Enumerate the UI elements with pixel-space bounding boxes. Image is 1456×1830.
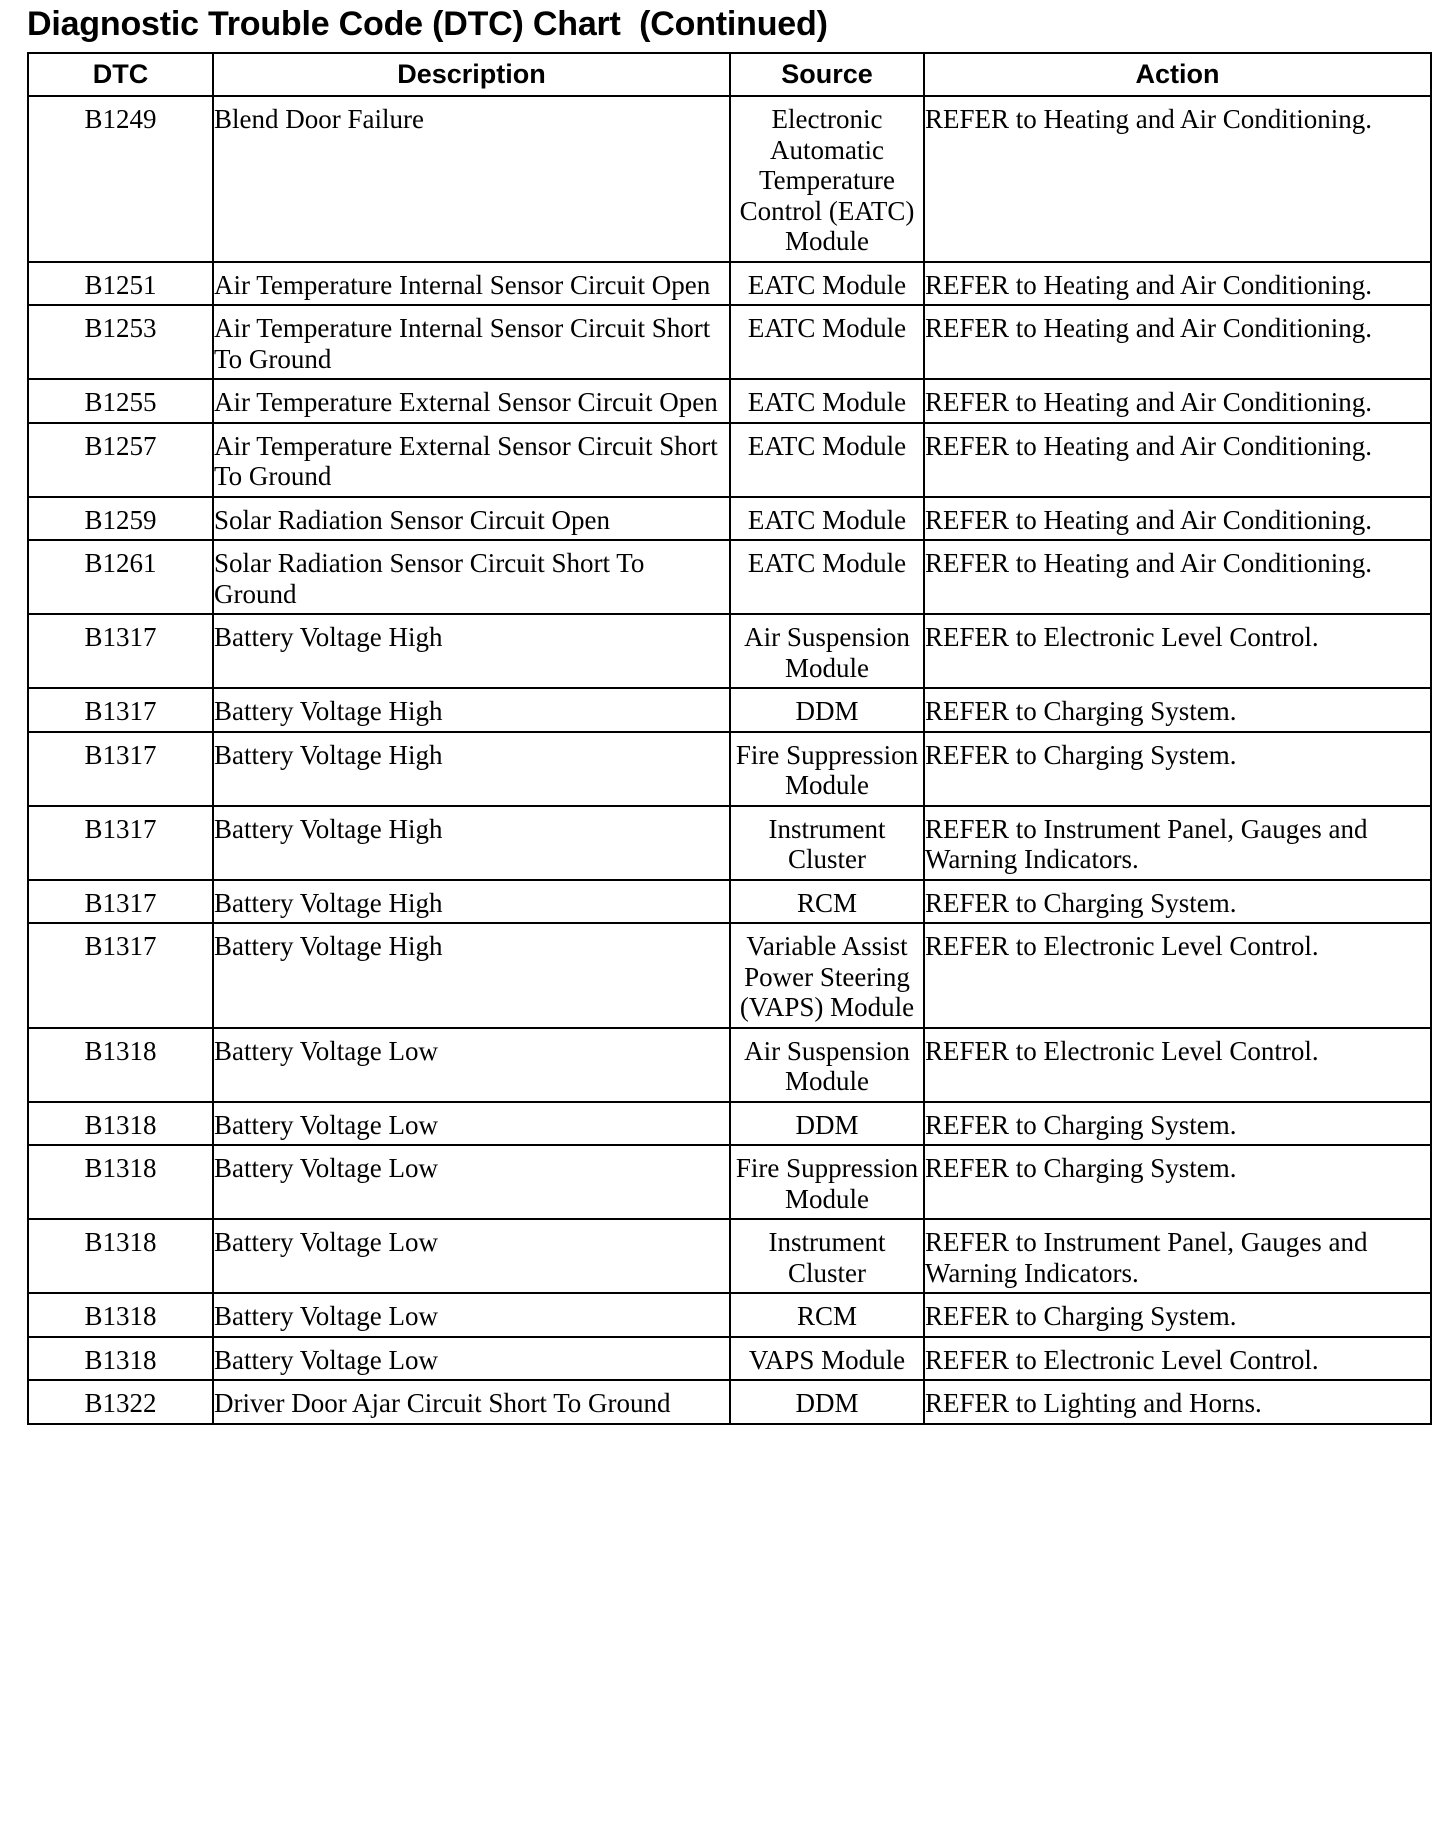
action-cell: REFER to Heating and Air Conditioning.: [924, 540, 1431, 614]
description-cell: Battery Voltage Low: [213, 1028, 730, 1102]
dtc-cell: B1317: [28, 806, 213, 880]
source-cell: Instrument Cluster: [730, 806, 924, 880]
description-cell: Driver Door Ajar Circuit Short To Ground: [213, 1380, 730, 1424]
dtc-cell: B1317: [28, 923, 213, 1028]
action-cell: REFER to Heating and Air Conditioning.: [924, 96, 1431, 262]
description-cell: Battery Voltage High: [213, 806, 730, 880]
action-cell: REFER to Charging System.: [924, 1102, 1431, 1146]
table-row: [28, 305, 1431, 379]
action-cell: REFER to Charging System.: [924, 1293, 1431, 1337]
table-row: [28, 806, 1431, 880]
source-cell: VAPS Module: [730, 1337, 924, 1381]
description-cell: Air Temperature Internal Sensor Circuit Short To Ground: [213, 305, 730, 379]
source-cell: Air Suspension Module: [730, 1028, 924, 1102]
description-cell: Solar Radiation Sensor Circuit Open: [213, 497, 730, 541]
dtc-table: [27, 52, 1432, 1425]
dtc-cell: B1318: [28, 1028, 213, 1102]
source-cell: DDM: [730, 688, 924, 732]
table-row: [28, 497, 1431, 541]
description-cell: Battery Voltage High: [213, 732, 730, 806]
column-header-action: Action: [924, 53, 1431, 96]
source-cell: Instrument Cluster: [730, 1219, 924, 1293]
action-cell: REFER to Heating and Air Conditioning.: [924, 423, 1431, 497]
dtc-cell: B1322: [28, 1380, 213, 1424]
dtc-cell: B1318: [28, 1293, 213, 1337]
description-cell: Battery Voltage High: [213, 880, 730, 924]
page-title: Diagnostic Trouble Code (DTC) Chart (Continued): [27, 5, 828, 43]
table-row: [28, 880, 1431, 924]
dtc-cell: B1251: [28, 262, 213, 306]
source-cell: EATC Module: [730, 305, 924, 379]
action-cell: REFER to Charging System.: [924, 732, 1431, 806]
action-cell: REFER to Instrument Panel, Gauges and Warning Indicators.: [924, 806, 1431, 880]
column-header-dtc: DTC: [28, 53, 213, 96]
column-header-source: Source: [730, 53, 924, 96]
table-row: [28, 614, 1431, 688]
table-row: [28, 732, 1431, 806]
table-row: [28, 1145, 1431, 1219]
source-cell: EATC Module: [730, 262, 924, 306]
source-cell: Fire Suppression Module: [730, 732, 924, 806]
table-row: [28, 688, 1431, 732]
table-row: [28, 262, 1431, 306]
source-cell: Fire Suppression Module: [730, 1145, 924, 1219]
action-cell: REFER to Charging System.: [924, 880, 1431, 924]
dtc-cell: B1255: [28, 379, 213, 423]
source-cell: RCM: [730, 1293, 924, 1337]
description-cell: Air Temperature External Sensor Circuit Short To Ground: [213, 423, 730, 497]
table-row: [28, 1380, 1431, 1424]
table-row: [28, 1293, 1431, 1337]
dtc-cell: B1318: [28, 1337, 213, 1381]
table-row: [28, 923, 1431, 1028]
action-cell: REFER to Electronic Level Control.: [924, 1028, 1431, 1102]
description-cell: Air Temperature Internal Sensor Circuit Open: [213, 262, 730, 306]
action-cell: REFER to Heating and Air Conditioning.: [924, 379, 1431, 423]
source-cell: EATC Module: [730, 379, 924, 423]
action-cell: REFER to Heating and Air Conditioning.: [924, 262, 1431, 306]
action-cell: REFER to Charging System.: [924, 688, 1431, 732]
table-row: [28, 1337, 1431, 1381]
action-cell: REFER to Lighting and Horns.: [924, 1380, 1431, 1424]
source-cell: Air Suspension Module: [730, 614, 924, 688]
description-cell: Battery Voltage Low: [213, 1219, 730, 1293]
source-cell: Variable Assist Power Steering (VAPS) Module: [730, 923, 924, 1028]
action-cell: REFER to Heating and Air Conditioning.: [924, 305, 1431, 379]
action-cell: REFER to Charging System.: [924, 1145, 1431, 1219]
action-cell: REFER to Electronic Level Control.: [924, 1337, 1431, 1381]
dtc-cell: B1259: [28, 497, 213, 541]
description-cell: Battery Voltage Low: [213, 1337, 730, 1381]
table-row: [28, 1102, 1431, 1146]
source-cell: Electronic Automatic Temperature Control (EATC) Module: [730, 96, 924, 262]
table-row: [28, 423, 1431, 497]
source-cell: DDM: [730, 1380, 924, 1424]
table-row: [28, 379, 1431, 423]
dtc-cell: B1257: [28, 423, 213, 497]
action-cell: REFER to Instrument Panel, Gauges and Warning Indicators.: [924, 1219, 1431, 1293]
action-cell: REFER to Electronic Level Control.: [924, 614, 1431, 688]
dtc-cell: B1253: [28, 305, 213, 379]
dtc-cell: B1261: [28, 540, 213, 614]
column-header-description: Description: [213, 53, 730, 96]
source-cell: EATC Module: [730, 423, 924, 497]
table-row: [28, 1028, 1431, 1102]
description-cell: Battery Voltage High: [213, 923, 730, 1028]
action-cell: REFER to Heating and Air Conditioning.: [924, 497, 1431, 541]
description-cell: Air Temperature External Sensor Circuit Open: [213, 379, 730, 423]
table-row: [28, 96, 1431, 262]
dtc-cell: B1317: [28, 614, 213, 688]
dtc-cell: B1317: [28, 732, 213, 806]
source-cell: DDM: [730, 1102, 924, 1146]
dtc-cell: B1318: [28, 1102, 213, 1146]
table-body: [28, 96, 1431, 1424]
description-cell: Blend Door Failure: [213, 96, 730, 262]
source-cell: EATC Module: [730, 540, 924, 614]
action-cell: REFER to Electronic Level Control.: [924, 923, 1431, 1028]
description-cell: Solar Radiation Sensor Circuit Short To Ground: [213, 540, 730, 614]
description-cell: Battery Voltage High: [213, 614, 730, 688]
dtc-cell: B1317: [28, 880, 213, 924]
table-header-row: [28, 53, 1431, 96]
table-row: [28, 1219, 1431, 1293]
table-row: [28, 540, 1431, 614]
dtc-cell: B1249: [28, 96, 213, 262]
source-cell: EATC Module: [730, 497, 924, 541]
source-cell: RCM: [730, 880, 924, 924]
dtc-cell: B1317: [28, 688, 213, 732]
dtc-cell: B1318: [28, 1145, 213, 1219]
description-cell: Battery Voltage High: [213, 688, 730, 732]
description-cell: Battery Voltage Low: [213, 1102, 730, 1146]
description-cell: Battery Voltage Low: [213, 1293, 730, 1337]
description-cell: Battery Voltage Low: [213, 1145, 730, 1219]
dtc-cell: B1318: [28, 1219, 213, 1293]
